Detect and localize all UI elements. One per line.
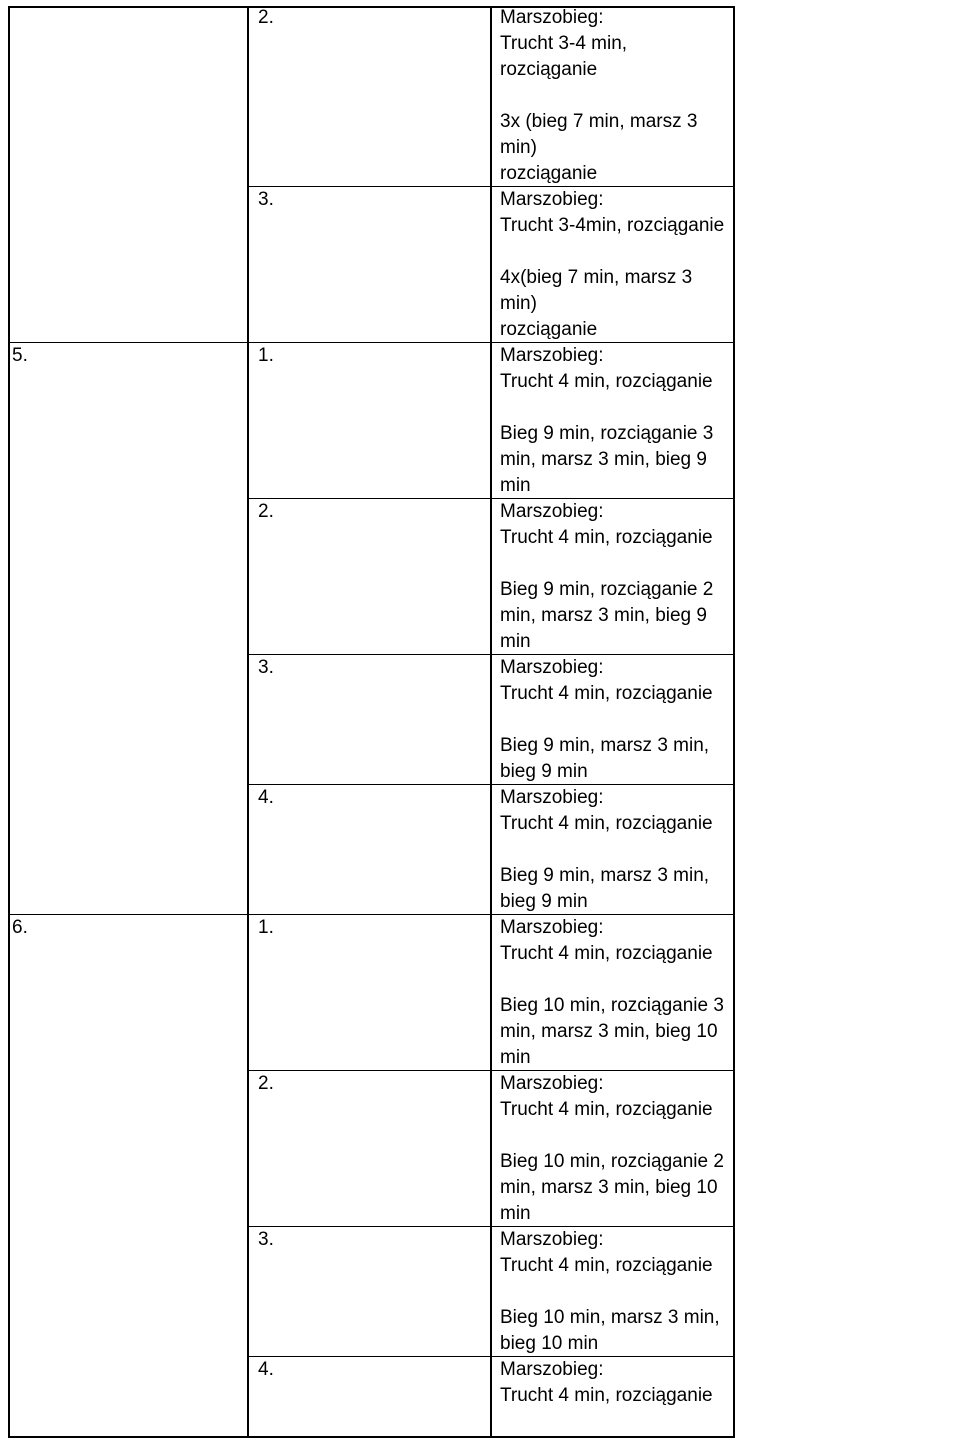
session-line: Trucht 4 min, rozciąganie (500, 683, 713, 704)
session-number: 4. (258, 787, 274, 808)
row-separator (8, 342, 735, 343)
session-number: 1. (258, 345, 274, 366)
session-number: 2. (258, 7, 274, 28)
table-left-border (8, 6, 10, 1438)
table-bottom-border (8, 1436, 735, 1438)
session-number: 2. (258, 1073, 274, 1094)
session-line: Trucht 3-4min, rozciąganie (500, 215, 725, 236)
session-line: Bieg 9 min, rozciąganie 2 (500, 579, 714, 600)
week-number: 6. (12, 917, 28, 938)
session-line: 3x (bieg 7 min, marsz 3 (500, 111, 698, 132)
session-separator (247, 186, 735, 187)
session-line: Marszobieg: (500, 657, 604, 678)
session-line: min (500, 475, 531, 496)
session-separator (247, 654, 735, 655)
table-right-border (733, 6, 735, 1438)
session-line: Trucht 4 min, rozciąganie (500, 371, 713, 392)
session-line: Bieg 9 min, marsz 3 min, (500, 865, 710, 886)
session-number: 2. (258, 501, 274, 522)
session-line: Trucht 3-4 min, (500, 33, 628, 54)
session-line: min) (500, 137, 537, 158)
session-line: Bieg 9 min, marsz 3 min, (500, 735, 710, 756)
session-line: bieg 10 min (500, 1333, 599, 1354)
session-separator (247, 1226, 735, 1227)
session-line: Bieg 9 min, rozciąganie 3 (500, 423, 714, 444)
session-separator (247, 498, 735, 499)
week-number: 5. (12, 345, 28, 366)
session-line: Trucht 4 min, rozciąganie (500, 943, 713, 964)
session-number: 3. (258, 657, 274, 678)
session-line: Marszobieg: (500, 7, 604, 28)
session-line: Marszobieg: (500, 189, 604, 210)
session-line: rozciąganie (500, 59, 598, 80)
session-line: Bieg 10 min, rozciąganie 3 (500, 995, 724, 1016)
column-divider (490, 6, 492, 1438)
session-line: Marszobieg: (500, 917, 604, 938)
session-line: bieg 9 min (500, 761, 588, 782)
session-line: 4x(bieg 7 min, marsz 3 (500, 267, 693, 288)
session-line: min (500, 1203, 531, 1224)
session-number: 1. (258, 917, 274, 938)
session-line: min, marsz 3 min, bieg 10 (500, 1177, 718, 1198)
session-number: 3. (258, 1229, 274, 1250)
session-line: rozciąganie (500, 163, 598, 184)
session-line: min (500, 1047, 531, 1068)
session-separator (247, 1356, 735, 1357)
session-line: Marszobieg: (500, 501, 604, 522)
session-number: 3. (258, 189, 274, 210)
session-line: Marszobieg: (500, 1229, 604, 1250)
row-separator (8, 914, 735, 915)
session-line: Marszobieg: (500, 787, 604, 808)
session-separator (247, 1070, 735, 1071)
session-separator (247, 784, 735, 785)
session-line: min, marsz 3 min, bieg 9 (500, 449, 707, 470)
session-line: Trucht 4 min, rozciąganie (500, 1255, 713, 1276)
session-line: min, marsz 3 min, bieg 9 (500, 605, 707, 626)
session-line: Marszobieg: (500, 1073, 604, 1094)
session-line: rozciąganie (500, 319, 598, 340)
session-line: Bieg 10 min, rozciąganie 2 (500, 1151, 724, 1172)
session-line: Trucht 4 min, rozciąganie (500, 1385, 713, 1406)
session-line: Trucht 4 min, rozciąganie (500, 813, 713, 834)
session-line: min (500, 631, 531, 652)
session-line: Marszobieg: (500, 1359, 604, 1380)
session-line: min, marsz 3 min, bieg 10 (500, 1021, 718, 1042)
session-number: 4. (258, 1359, 274, 1380)
session-line: min) (500, 293, 537, 314)
session-line: Marszobieg: (500, 345, 604, 366)
column-divider (247, 6, 249, 1438)
table-top-border (8, 6, 735, 8)
session-line: Trucht 4 min, rozciąganie (500, 527, 713, 548)
session-line: bieg 9 min (500, 891, 588, 912)
session-line: Bieg 10 min, marsz 3 min, (500, 1307, 720, 1328)
session-line: Trucht 4 min, rozciąganie (500, 1099, 713, 1120)
